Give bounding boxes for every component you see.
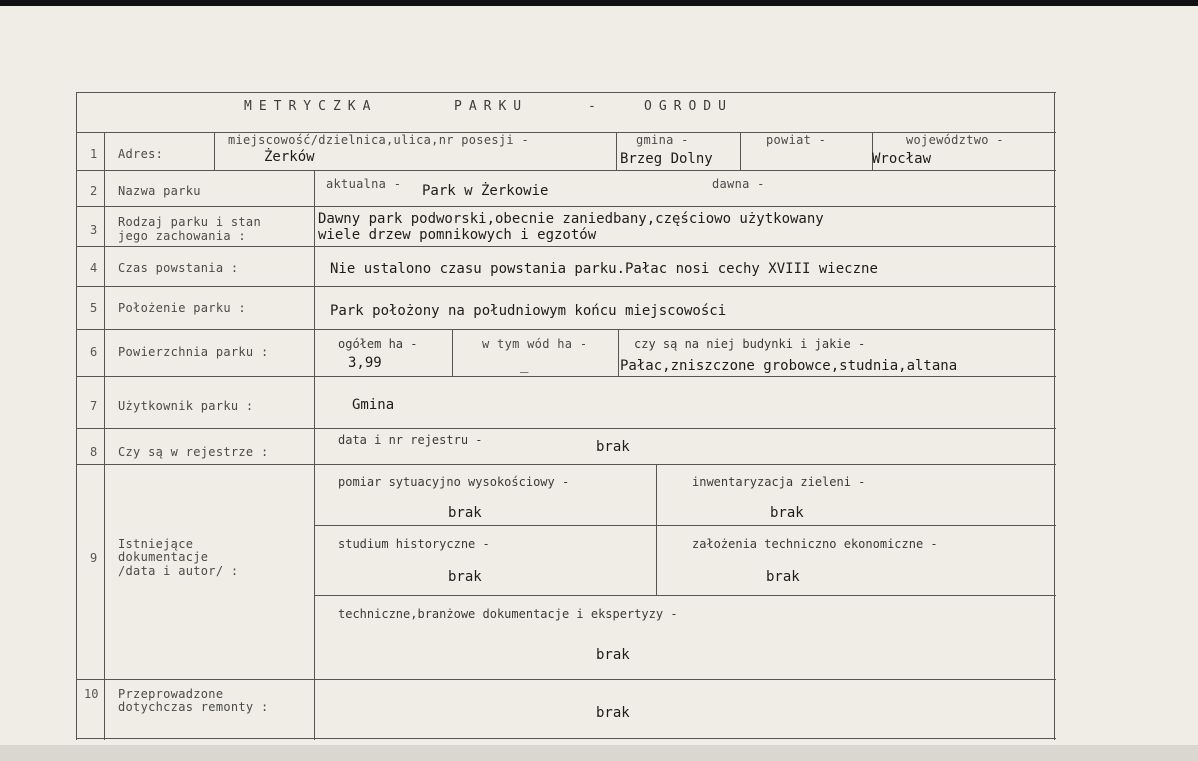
survey-label: pomiar sytuacyjno wysokościowy -	[338, 475, 570, 489]
location-value: Park położony na południowym końcu miejscowości	[330, 303, 727, 319]
historical-study-value: brak	[448, 569, 482, 585]
table-bottom-border	[76, 738, 1056, 739]
row-number: 4	[90, 261, 98, 275]
user-value: Gmina	[352, 397, 395, 413]
documentation-label: Istniejące	[118, 537, 194, 551]
row-number: 9	[90, 551, 98, 565]
location-label: Położenie parku :	[118, 301, 246, 315]
former-name-label: dawna -	[712, 177, 765, 191]
number-column-divider	[104, 132, 105, 740]
area-column-divider	[618, 329, 619, 376]
address-column-divider	[740, 132, 741, 170]
district-field-label: powiat -	[766, 133, 827, 147]
form-title-part: OGRODU	[644, 99, 733, 114]
renovations-label: dotychczas remonty :	[118, 700, 269, 714]
paper-bottom-edge	[0, 745, 1198, 761]
user-label: Użytkownik parku :	[118, 399, 254, 413]
commune-value: Brzeg Dolny	[620, 151, 713, 167]
table-top-border	[76, 92, 1056, 93]
table-right-border	[1054, 92, 1055, 740]
area-label: Powierzchnia parku :	[118, 345, 269, 359]
row-divider	[76, 464, 1056, 465]
form-title-separator: -	[588, 99, 603, 114]
park-name-label: Nazwa parku	[118, 184, 201, 198]
documentation-label: dokumentacje	[118, 550, 209, 564]
cell-divider	[314, 525, 1056, 526]
total-area-value: 3,99	[348, 355, 382, 371]
form-title-part: PARKU	[454, 99, 529, 114]
address-column-divider	[214, 132, 215, 170]
park-type-value: Dawny park podworski,obecnie zaniedbany,częściowo użytkowany	[318, 211, 824, 227]
row-divider	[76, 170, 1056, 171]
area-column-divider	[452, 329, 453, 376]
address-column-divider	[616, 132, 617, 170]
other-documentation-label: techniczne,branżowe dokumentacje i ekspertyzy -	[338, 607, 678, 621]
row-divider	[76, 428, 1056, 429]
creation-time-label: Czas powstania :	[118, 261, 239, 275]
register-question-label: Czy są w rejestrze :	[118, 445, 269, 459]
voivodeship-field-label: województwo -	[906, 133, 1004, 147]
locality-field-label: miejscowość/dzielnica,ulica,nr posesji -	[228, 133, 529, 147]
locality-value: Żerków	[264, 149, 315, 165]
cell-divider	[314, 595, 1056, 596]
form-title-part: METRYCZKA	[244, 99, 378, 114]
voivodeship-value: Wrocław	[872, 151, 932, 167]
row-divider	[76, 376, 1056, 377]
renovations-label: Przeprowadzone	[118, 687, 224, 701]
other-documentation-value: brak	[596, 647, 630, 663]
address-label: Adres:	[118, 147, 164, 161]
renovations-value: brak	[596, 705, 630, 721]
row-number: 8	[90, 445, 98, 459]
total-area-label: ogółem ha -	[338, 337, 418, 351]
water-area-label: w tym wód ha -	[482, 337, 588, 351]
table-left-border	[76, 92, 77, 740]
row-divider	[76, 329, 1056, 330]
greenery-inventory-label: inwentaryzacja zieleni -	[692, 475, 866, 489]
row-divider	[76, 679, 1056, 680]
row-number: 7	[90, 399, 98, 413]
park-type-label: jego zachowania :	[118, 229, 246, 243]
technical-economic-value: brak	[766, 569, 800, 585]
row-number: 1	[90, 147, 98, 161]
row-number: 10	[84, 687, 99, 701]
current-name-value: Park w Żerkowie	[422, 183, 549, 199]
buildings-value: Pałac,zniszczone grobowce,studnia,altana	[620, 358, 958, 374]
row-number: 6	[90, 345, 98, 359]
row-divider	[76, 206, 1056, 207]
greenery-inventory-value: brak	[770, 505, 804, 521]
park-record-form	[76, 92, 1056, 740]
register-column-divider	[656, 464, 657, 595]
park-type-value: wiele drzew pomnikowych i egzotów	[318, 227, 597, 243]
technical-economic-label: założenia techniczno ekonomiczne -	[692, 537, 938, 551]
documentation-label: /data i autor/ :	[118, 564, 239, 578]
row-number: 2	[90, 184, 98, 198]
park-type-label: Rodzaj parku i stan	[118, 215, 261, 229]
row-divider	[76, 246, 1056, 247]
current-name-label: aktualna -	[326, 177, 402, 191]
commune-field-label: gmina -	[636, 133, 689, 147]
row-number: 5	[90, 301, 98, 315]
register-field-label: data i nr rejestru -	[338, 433, 483, 447]
creation-time-value: Nie ustalono czasu powstania parku.Pałac nosi cechy XVIII wieczne	[330, 261, 878, 277]
label-column-divider	[314, 170, 315, 740]
survey-value: brak	[448, 505, 482, 521]
row-divider	[76, 286, 1056, 287]
buildings-label: czy są na niej budynki i jakie -	[634, 337, 866, 351]
water-area-value: _	[520, 357, 529, 373]
row-number: 3	[90, 223, 98, 237]
register-value: brak	[596, 439, 630, 455]
historical-study-label: studium historyczne -	[338, 537, 490, 551]
